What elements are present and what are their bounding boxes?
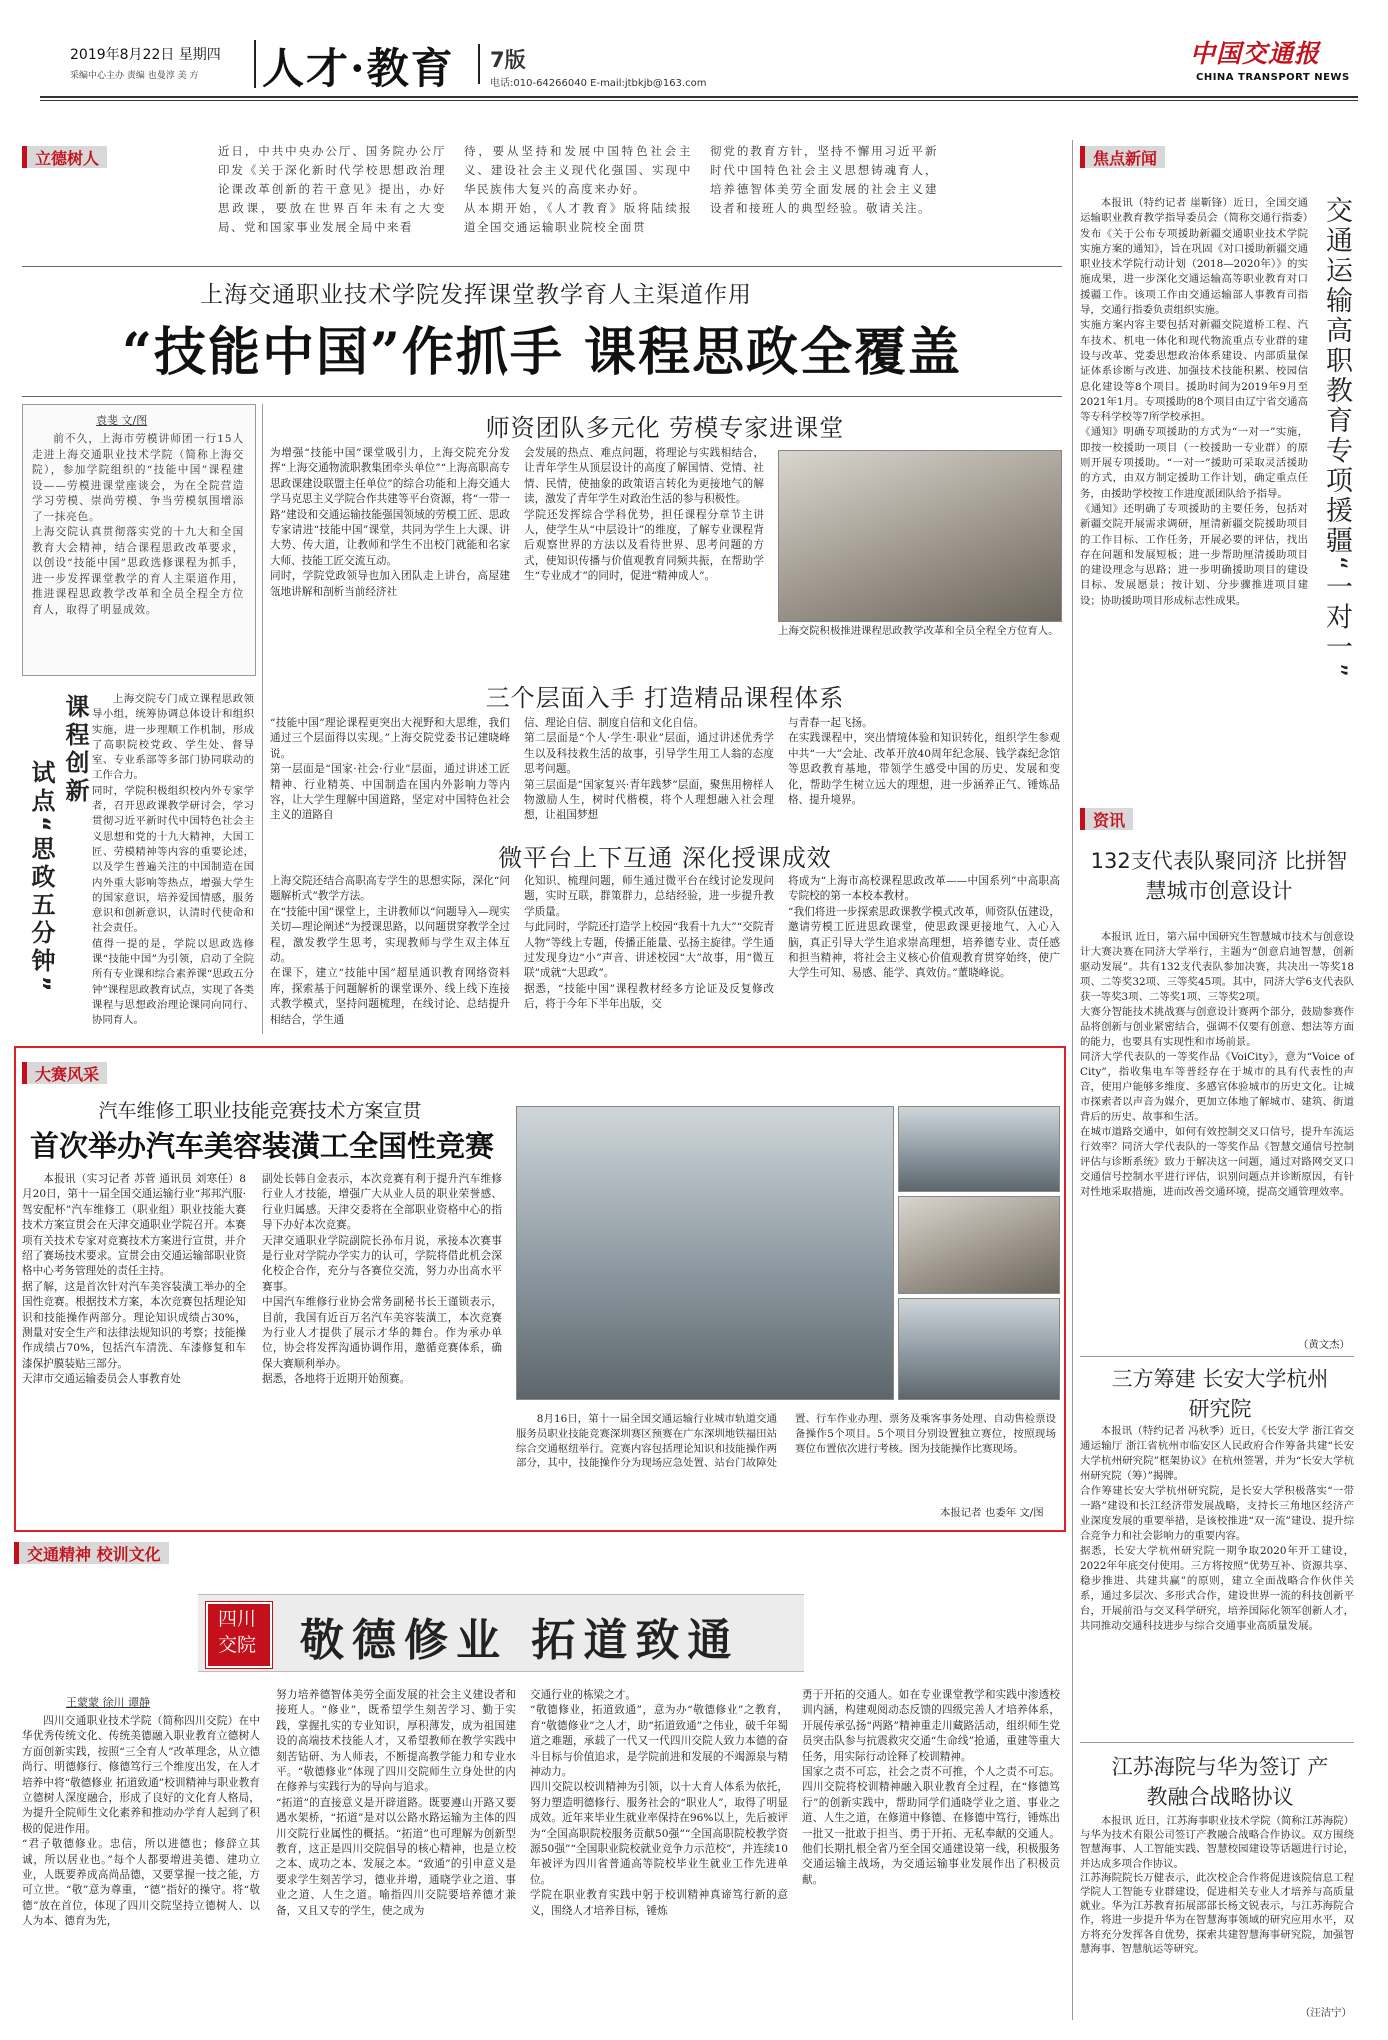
zixun-item1-text: 本报讯 近日，第六届中国研究生智慧城市技术与创意设计大赛决赛在同济大学举行，主题为“创意启迪智慧，创新驱动发展”。共有132支代表队参加决赛，共决出一等奖18项、二等奖32项、三等奖45项。其中，同济大学6支代表队获一等奖3项、二等奖1项、三等奖2项。 大赛分智能技术挑战赛与创意设计赛两个部分，鼓励参赛作品将创新与创业紧密结合，强调不仅要有创意、想法等方面的能力，也要具有实现性和市场前景。 同济大学代表队的一等奖作品《VoiCity》，意为“Voice of City”，指收集电车等普经存在于城市的具有代表性的声音，使用户能够多维度、多感官体验城市的历史文化。让城市探索者以声音为媒介，更加立体地了解城市、建筑、街道背后的历史、故事和生活。 在城市道路交通中，如何有效控制交叉口信号，提升车流运行效率？同济大学代表队的一等奖作品《智慧交通信号控制评估与诊断系统》致力于解决这一问题，通过对路网交叉口交通信号控制水平进行评估，识别问题点并诊断原因，有针对性地采取措施，进而改善交通环境，提高交通管理效率。 [1080, 931, 1354, 1198]
lead-author: 袁斐 文/图 [96, 414, 148, 427]
dasai-photo-main [516, 1106, 894, 1400]
zixun-item3-credit: （汪洁宁） [1300, 2007, 1352, 2019]
lead-kicker: 上海交通职业技术学院发挥课堂教学育人主渠道作用 [200, 282, 752, 308]
lead-headline: “技能中国”作抓手 课程思政全覆盖 [122, 322, 962, 383]
dasai-photo-small-1 [898, 1106, 1060, 1192]
zixun-item1-credit: （黄文杰） [1298, 1339, 1350, 1351]
dasai-headline: 首次举办汽车美容装潢工全国性竞赛 [29, 1129, 494, 1163]
side-pilot-text: 上海交院专门成立课程思政领导小组，统筹协调总体设计和组织实施，进一步理顺工作机制，形成了高职院校党政、学生处、督导室、专业系部等多部门协同联动的工作合力。 同时，学院积极组织校内外专家学者，召开思政课教学研讨会，学习贯彻习近平新时代中国特色社会主义思想和党的十九大精神，大国工匠、劳模精神等内容的重要论述，以及学生普遍关注的中国制造在国内外重大影响等热点，增强大学生的国家意识，培养爱国情感，服务意识和创新意识，认清时代使命和社会责任。 值得一提的是，学院以思政选修课“技能中国”为引领，启动了全院所有专业课和综合素养课“思政五分钟”课程思政教育试点，实现了各类课程与思想政治理论课同向同行、协同育人。 [92, 693, 254, 1027]
jingshen-col4: 勇于开拓的交通人。如在专业课堂教学和实践中渗透校训内涵，构建观阅动态反馈的四级完善人才培养体系，开展传承弘扬“两路”精神重走川藏路活动，组织师生党员突击队参与抗震救灾交通“生命线”抢通，重建等重大任务，用实际行动诠释了校训精神。 国家之责不可忘，社会之责不可推，个人之责不可忘。四川交院将校训精神融入职业教育全过程，在“修德笃行”的创新实践中，帮助同学们通晓学业之道、事业之道、人生之道，在修道中修德、在修德中笃行，锤炼出一批又一批敢于担当、勇于开拓、无私奉献的交通人。他们长期扎根全省乃至全国交通建设第一线，积极服务交通运输主战场，为交通运输事业发展作出了积极贡献。 [802, 1689, 1060, 1886]
jingshen-badge-text: 四川交院 [217, 1608, 256, 1656]
lead-sub2-col1: “技能中国”理论课程更突出大视野和大思维，我们通过三个层面得以实现。”上海交院党委书记建晓峰说。 第一层面是“国家·社会·行业”层面，通过讲述工匠精神、行业精英、中国制造在国内外影响力等内容，让大学生理解中国道路，坚定对中国特色社会主义的道路自 [270, 717, 510, 822]
jingshen-col1: 四川交通职业技术学院（简称四川交院）在中华优秀传统文化、传统美德融入职业教育立德树人方面创新实践，按照“三全育人”改革理念，从立德尚行、明德修行、修德笃行三个维度出发，在人才培养中将“敬德修业 拓道致通”校训精神与职业教育立德树人深度融合，形成了良好的文化育人格局，为提升全院师生文化素养和推动办学育人起到了积极的促进作用。 “君子敬德修业。忠信，所以进德也；修辞立其诚，所以居业也。”每个人都要增进美德、建功立业，人既要养成高尚品德，又要掌握一技之能，方可立世。“敬”意为尊重，“德”指好的操守。将“敬德”放在首位，体现了四川交院坚持立德树人、以人为本、德育为先， [22, 1715, 260, 1928]
zixun-item2-text: 本报讯（特约记者 冯秋季）近日，《长安大学 浙江省交通运输厅 浙江省杭州市临安区人民政府合作筹备共建“长安大学杭州研究院”框架协议》在杭州签署，并为“长安大学杭州研究院（筹）”揭牌。 合作筹建长安大学杭州研究院，是长安大学积极落实“一带一路”建设和长江经济带发展战略，支持长三角地区经济产业深度发展的重要举措，是该校推进“双一流”建设、提升综合竞争力和社会影响力的重要内容。 据悉，长安大学杭州研究院一期争取2020年开工建设，2022年年底交付使用。三方将按照“优势互补、资源共享、稳步推进、共建共赢”的原则，建立全面战略合作伙伴关系，通过多层次、多形式合作，建设世界一流的科技创新平台，开展前沿与交叉科学研究，培养国际化领军创新人才，共同推动交通科技进步与综合交通事业高质量发展。 [1080, 1425, 1354, 1632]
masthead-rule [40, 96, 1358, 98]
lead-sub1-col2: 会发展的热点、难点问题，将理论与实践相结合，让青年学生从顶层设计的高度了解国情、党情、社情、民情，使抽象的政策语言转化为更接地气的解读，激发了青年学生对政治生活的参与积极性。 学院还发挥综合学科优势，担任课程分章节主讲人，使学生从“中层设计”的维度，了解专业课程背后观察世界的方法以及看待世界、思考问题的方式，使知识传播与价值观教育同频共振，在帮助学生“专业成才”的同时，促进“精神成人”。 [524, 447, 764, 583]
lead-subhead-2: 三个层面入手 打造精品课程体系 [485, 684, 845, 712]
lead-sub1-col1: 为增强“技能中国”课堂吸引力，上海交院充分发挥“上海交通物流职教集团牵头单位”“上海高职高专思政课建设联盟主任单位”的综合功能和上海交通大学马克思主义学院合作共建等平台资源，将“一带一路”建设和交通运输技能强国领域的劳模工匠、思政专家请进“技能中国”课堂，共同为学生上大课、讲大势、传大道，让教师和学生不出校门就能和名家大师、技能工匠交流互动。 同时，学院党政领导也加入团队走上讲台，高屋建瓴地讲解和剖析当前经济社 [270, 447, 510, 598]
jingshen-author: 王蒙蒙 徐川 谭静 [66, 1696, 150, 1709]
right-column-divider [1072, 140, 1073, 2020]
dasai-photo-credit: 本报记者 也委年 文/图 [940, 1507, 1044, 1519]
jingshen-col3: 交通行业的栋梁之才。 “敬德修业，拓道致通”，意为办“敬德修业”之教育，育“敬德修业”之人才，助“拓道致通”之伟业，破千年蜀道之难题，承载了一代又一代四川交院人致力本德的奋斗目标与价值追求，是学院前进和发展的不竭源泉与精神动力。 四川交院以校训精神为引领，以十大育人体系为依托，努力塑造明德修行、服务社会的“职业人”，取得了明显成效。近年来毕业生就业率保持在96%以上，先后被评为“全国高职院校服务贡献50强”“全国高职院校教学资源50强”“全国职业院校就业竞争力示范校”，并连续10年被评为四川省普通高等院校毕业生就业工作先进单位。 学院在职业教育实践中躬于校训精神真谛笃行新的意义，围绕人才培养目标，锤炼 [530, 1689, 788, 1917]
masthead-divider [254, 40, 256, 88]
section-title: 人才·教育 [262, 44, 455, 93]
newspaper-logo-en: CHINA TRANSPORT NEWS [1196, 72, 1350, 83]
page-number: 7版 [490, 48, 526, 72]
lideshuren-col3: 彻党的教育方针，坚持不懈用习近平新时代中国特色社会主义思想铸魂育人，培养德智体美劳全面发展的社会主义建设者和接班人的典型经验。敬请关注。 [710, 144, 938, 215]
lead-sub3-col2: 化知识、梳理问题，师生通过微平台在线讨论发现问题，实时互联，群策群力，总结经验，进一步提升教学质量。 与此同时，学院还打造学上校园“我看十九大”“交院青人物”等线上专题，传播正能量、弘扬主旋律。学生通过发现身边“小”声音、讲述校园“大”故事，用“微互联”成就“大思政”。 据悉，“技能中国”课程教材经多方论证及反复修改后，将于今年下半年出版，交 [524, 875, 774, 1011]
jiaodian-text: 本报讯（特约记者 崖靳锋）近日，全国交通运输职业教育教学指导委员会（简称交通行指委）发布《关于公布专项援助新疆交通职业技术学院实施方案的通知》，旨在巩固《对口援助新疆交通职业技术学院行动计划（2018—2020年）》的实施成果，进一步深化交通运输高等职业教育对口援疆工作。该项工作由交通运输部人事教育司指导，交通行指委负责组织实施。 实施方案内容主要包括对新疆交院道桥工程、汽车技术、机电一体化和现代物流重点专业群的建设与改革、党委思想政治体系建设、内部质量保证体系诊断与改进、加强技术技能积累、校园信息化建设等8个项目。援助时间为2019年9月至2021年1月。专项援助的8个项目由辽宁省交通高等专科学校等7所学校承担。 《通知》明确专项援助的方式为“一对一”实施，即按一校援助一项目（一校援助一专业群）的原则开展专项援助。“一对一”援助可采取灵活援助的方式，由双方制定援助工作计划，确定重点任务，由援助学校按工作进度派团队给予指导。 《通知》还明确了专项援助的主要任务，包括对新疆交院开展需求调研，厘清新疆交院援助项目的工作目标、工作任务，开展必要的评估，找出存在问题和发展短板；进一步帮助厘清援助项目的建设理念与思路；进一步明确援助项目的建设目标、发展愿景；按计划、分步骤推进项目建设；协助援助项目形成标志性成果。 [1080, 197, 1308, 607]
section-tag-zixun: 资讯 [1080, 808, 1133, 830]
dasai-photo-small-2 [898, 1196, 1060, 1294]
section-tag-dasai: 大赛风采 [22, 1062, 107, 1084]
jingshen-col2: 努力培养德智体美劳全面发展的社会主义建设者和接班人。“修业”，既希望学生刻苦学习、勤于实践，掌握扎实的专业知识，厚积薄发，成为祖国建设的高端技术技能人才，又希望教师在教学实践中刻苦钻研、为人师表，不断提高教学能力和专业水平。“敬德修业”体现了四川交院师生立身处世的内在修养与实践行为的导向与追求。 “拓道”的直接意义是开辟道路。既要遵山开路又要遇水架桥，“拓道”是对以公路水路运输为主体的四川交院行业属性的概括。“拓道”也可理解为创新型教育，这正是四川交院倡导的核心精神，也是立校之本、成功之本、发展之本。“致通”的引申意义是要求学生刻苦学习，德业并增，通晓学业之道、事业之道、人生之道。喻指四川交院要培养德才兼备，又且又专的学生，使之成为 [276, 1689, 516, 1917]
jingshen-banner-text: 敬德修业 拓道致通 [300, 1615, 740, 1666]
masthead-date: 2019年8月22日 星期四 [70, 47, 221, 63]
masthead-rule-thin [40, 100, 1358, 101]
lideshuren-col1: 近日，中共中央办公厅、国务院办公厅印发《关于深化新时代学校思想政治理论课改革创新的若干意见》提出，办好思政课，要放在世界百年未有之大变局、党和国家事业发展全局中来看 [218, 144, 446, 234]
lideshuren-bottom-rule [22, 266, 1062, 267]
lead-subhead-1: 师资团队多元化 劳模专家进课堂 [485, 414, 845, 442]
dasai-col2: 副处长韩自金表示，本次竞赛有利于提升汽车维修行业人才技能，增强广大从业人员的职业荣誉感、行业归属感。天津交委将在全部职业资格中心的指导下办好本次竞赛。 天津交通职业学院副院长孙布月说，承接本次赛事是行业对学院办学实力的认可，学院将借此机会深化校企合作，充分与各赛位交流，努力办出高水平赛事。 中国汽车维修行业协会常务副秘书长王谨锁表示，目前，我国有近百万名汽车美容装潢工，本次竞赛为行业人才提供了展示才华的舞台。作为承办单位，协会将发挥沟通协调作用，邀循竞赛体系，确保大赛顺利举办。 据悉，各地将于近期开始预赛。 [262, 1173, 502, 1386]
zixun-rule-1 [1080, 1356, 1354, 1357]
lead-vrule [262, 404, 263, 1034]
lead-sub3-col3: 将成为“上海市高校课程思政改革——中国系列”中高职高专院校的第一本校本教材。 “我们将进一步探索思政课教学模式改革，师资队伍建设，邀请劳模工匠进思政课堂，使思政课更接地气、入心入脑，真正引导大学生追求崇高理想，培养德专业、责任感和担当精神，将社会主义核心价值观教育贯穿始终，使广大学生可知、易感、能学、真效仿。”董晓峰说。 [788, 875, 1060, 980]
dasai-kicker: 汽车维修工职业技能竞赛技术方案宣贯 [98, 1100, 422, 1122]
lead-subhead-3: 微平台上下互通 深化授课成效 [498, 844, 832, 872]
lead-sub2-col3: 与青春一起飞扬。 在实践课程中，突出情境体验和知识转化，组织学生参观中共“一大”会址、改革开放40周年纪念展、钱学森纪念馆等思政教育基地，带领学生感受中国的历史、发展和变化，帮助学生树立远大的理想，进一步涵养正气、锤炼品格、提升境界。 [788, 717, 1060, 807]
dasai-col1: 本报讯（实习记者 苏菅 通讯员 刘寒任）8月20日，第十一届全国交通运输行业“邦邦汽服·驾安配杯”汽车维修工（职业组）职业技能大赛技术方案宣贯会在天津交通职业学院召开。本赛项有关技术专家对竞赛技术方案进行宣贯，并介绍了赛场技术要求。宣贯会由交通运输部职业资格中心考务管理处的责任主持。 据了解，这是首次针对汽车美容装潢工举办的全国性竞赛。根据技术方案，本次竞赛包括理论知识和技能操作两部分。理论知识成绩占30%，测量对安全生产和法律法规知识的考察；技能操作成绩占70%，包括汽车清洗、车漆修复和车漆保护膜装贴三部分。 天津市交通运输委员会人事教育处 [22, 1173, 246, 1386]
lead-headline-rule [22, 396, 1062, 397]
jiaodian-vtitle: 交通运输高职教育专项援疆“一对一” [1321, 196, 1352, 680]
zixun-item2-title: 三方筹建 长安大学杭州研究院 [1111, 1367, 1329, 1421]
lideshuren-col2: 待，要从坚持和发展中国特色社会主义、建设社会主义现代化强国、实现中华民族伟大复兴的高度来办好。 从本期开始，《人才教育》版将陆续报道全国交通运输职业院校全面贯 [464, 144, 692, 234]
lead-sub3-col1: 上海交院还结合高职高专学生的思想实际，深化“问题解析式”教学方法。 在“技能中国”课堂上，主讲教师以“问题导入—现实关切—理论阐述”为授课思路，以问题贯穿教学全过程，激发教学生思考，实现教师与学生双主体互动。 在课下，建立“技能中国”超星通识教育网络资料库，探索基于问题解析的课堂课外、线上线下连接式教学模式，坚持问题梳理，在线讨论、总结提升相结合，学生通 [270, 875, 510, 1026]
zixun-rule-2 [1080, 1742, 1354, 1743]
masthead-divider-2 [478, 44, 480, 84]
masthead-editors: 采编中心主办 责编 也曼淳 美 方 [70, 71, 199, 81]
side-pilot-title-1: 课程创新 [61, 694, 89, 806]
section-tag-jingshen: 交通精神 校训文化 [14, 1542, 169, 1564]
dasai-photo-small-3 [898, 1298, 1060, 1400]
lead-sub2-col2: 信、理论自信、制度自信和文化自信。 第二层面是“个人·学生·职业”层面，通过讲述优秀学生以及科技救生活的故事，引导学生用工人翁的态度思考问题。 第三层面是“国家复兴·青年践梦”层面，聚焦用榜样人物激励人生，树时代楷模，将个人理想融入社会理想，让祖国梦想 [524, 717, 774, 822]
section-tag-lideshuren: 立德树人 [22, 146, 107, 168]
lead-photo [778, 450, 1062, 622]
lead-photo-caption: 上海交院积极推进课程思政教学改革和全员全程全方位育人。 [778, 625, 1059, 637]
zixun-item3-title: 江苏海院与华为签订 产教融合战略协议 [1111, 1755, 1329, 1809]
section-tag-jiaodian: 焦点新闻 [1080, 146, 1165, 168]
lead-intro: 前不久，上海市劳模讲师团一行15人走进上海交通职业技术学院（简称上海交院），参加学院组织的“技能中国”课程建设——劳模进课堂座谈会，为在全院营造学习劳模、崇尚劳模、争当劳模氛围增添了一抹亮色。 上海交院认真贯彻落实党的十九大和全国教育大会精神，结合课程思政改革要求，以创设“技能中国”思政选修课程为抓手，进一步发挥课堂教学的育人主渠道作用，推进课程思政教学改革和全员全程全方位育人，取得了明显成效。 [32, 433, 244, 616]
newspaper-logo: 中国交通报 [1190, 39, 1321, 68]
dasai-photo-caption: 8月16日，第十一届全国交通运输行业城市轨道交通服务员职业技能竞赛深圳赛区预赛在广东深圳地铁福田站综合交通枢纽举行。竞赛内容包括理论知识和技能操作两部分，其中，技能操作分为现场应急处置、站台门故障处置、行车作业办理、票务及乘客事务处理、自动售检票设备操作5个项目。5个项目分别设置独立赛位，按照现场赛位布置依次进行考核。图为技能操作比赛现场。 [516, 1413, 1056, 1470]
zixun-item1-title: 132支代表队聚同济 比拼智慧城市创意设计 [1090, 849, 1348, 903]
side-pilot-title-2: 试点“思政五分钟” [27, 760, 55, 996]
contact-line: 电话:010-64266040 E-mail:jtbkjb@163.com [490, 78, 707, 89]
zixun-item3-text: 本报讯 近日，江苏海事职业技术学院（简称江苏海院）与华为技术有限公司签订产教融合战略合作协议。双方围绕智慧海事、人工智能实践、智慧校园建设等话题进行讨论，并达成多项合作协议。 江苏海院院长万健表示，此次校企合作将促进该院信息工程学院人工智能专业群建设，促进相关专业人才培养与高质量就业。华为江苏教育拓展部部长杨文锐表示，与江苏海院合作，将进一步提升华为在智慧海事领域的研究应用水平，双方将充分发挥各自优势，探索共建智慧海事研究院，加强智慧海事、智慧航运等研究。 [1080, 1815, 1354, 1955]
